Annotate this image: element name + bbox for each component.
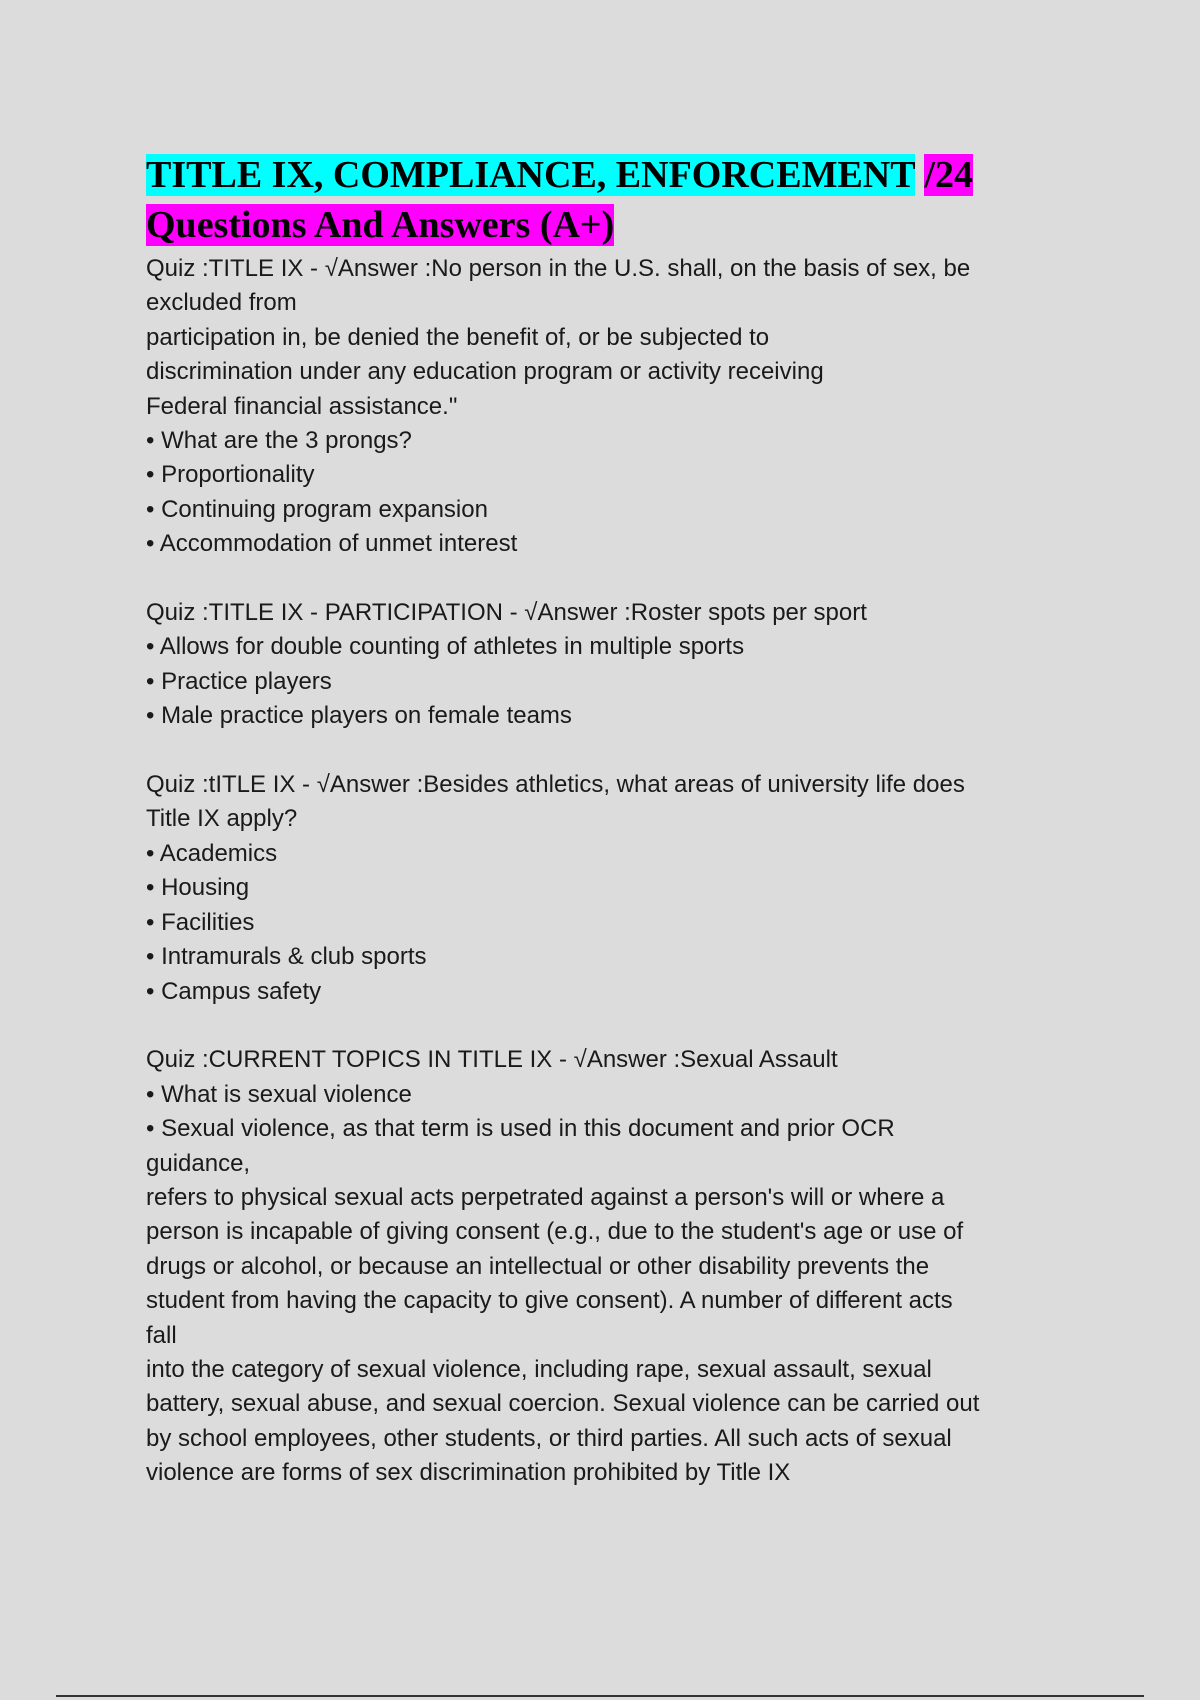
text-line: battery, sexual abuse, and sexual coercion. Sexual violence can be carried out xyxy=(146,1390,980,1418)
footer-divider xyxy=(56,1695,1144,1697)
text-line: Quiz :TITLE IX - √Answer :No person in the U.S. shall, on the basis of sex, be xyxy=(146,255,971,282)
paragraph-gap xyxy=(146,1009,1046,1043)
bullet-line: • Campus safety xyxy=(146,977,322,1005)
paragraph-gap xyxy=(146,562,1046,596)
document-content xyxy=(146,150,1046,1491)
text-line: violence are forms of sex discrimination prohibited by Title IX xyxy=(146,1459,791,1487)
bullet-line: • Facilities xyxy=(146,908,255,936)
bullet-line: • Proportionality xyxy=(146,461,315,489)
text-line: Federal financial assistance." xyxy=(146,392,458,420)
text-line: refers to physical sexual acts perpetrated against a person's will or where a xyxy=(146,1183,945,1211)
bullet-line: • Continuing program expansion xyxy=(146,495,488,523)
text-line: participation in, be denied the benefit of, or be subjected to xyxy=(146,323,770,351)
text-line: into the category of sexual violence, including rape, sexual assault, sexual xyxy=(146,1355,932,1383)
bullet-line: • Allows for double counting of athletes in multiple sports xyxy=(146,633,745,661)
bullet-line: • What are the 3 prongs? xyxy=(146,427,412,455)
bullet-line: • Sexual violence, as that term is used in this document and prior OCR xyxy=(146,1115,895,1143)
bullet-line: • Intramurals & club sports xyxy=(146,943,427,971)
bullet-line: • Accommodation of unmet interest xyxy=(146,530,518,558)
bullet-line: • What is sexual violence xyxy=(146,1080,412,1108)
text-line: fall xyxy=(146,1321,177,1349)
text-line: excluded from xyxy=(146,289,297,317)
bullet-line: • Male practice players on female teams xyxy=(146,702,572,730)
text-line: Quiz :tITLE IX - √Answer :Besides athletics, what areas of university life does xyxy=(146,771,965,799)
text-line: drugs or alcohol, or because an intellectual or other disability prevents the xyxy=(146,1252,930,1280)
text-line: person is incapable of giving consent (e.g., due to the student's age or use of xyxy=(146,1218,964,1246)
title-highlight-magenta-count: /24 xyxy=(924,154,973,196)
bullet-line: • Housing xyxy=(146,874,250,902)
text-line: Quiz :TITLE IX - PARTICIPATION - √Answer :Roster spots per sport xyxy=(146,599,867,627)
title-highlight-magenta-subtitle: Questions And Answers (A+) xyxy=(146,204,615,246)
text-line: by school employees, other students, or third parties. All such acts of sexual xyxy=(146,1424,952,1452)
text-line: guidance, xyxy=(146,1149,251,1177)
document-title xyxy=(146,150,1046,250)
paragraph-gap xyxy=(146,734,1046,768)
text-line: Title IX apply? xyxy=(146,805,298,833)
text-line: student from having the capacity to give consent). A number of different acts xyxy=(146,1287,953,1315)
title-highlight-cyan: TITLE IX, COMPLIANCE, ENFORCEMENT xyxy=(146,154,915,196)
text-line: Quiz :CURRENT TOPICS IN TITLE IX - √Answer :Sexual Assault xyxy=(146,1046,838,1074)
document-body xyxy=(146,252,1046,1491)
bullet-line: • Academics xyxy=(146,839,278,867)
bullet-line: • Practice players xyxy=(146,667,332,695)
text-line: discrimination under any education program or activity receiving xyxy=(146,358,824,386)
